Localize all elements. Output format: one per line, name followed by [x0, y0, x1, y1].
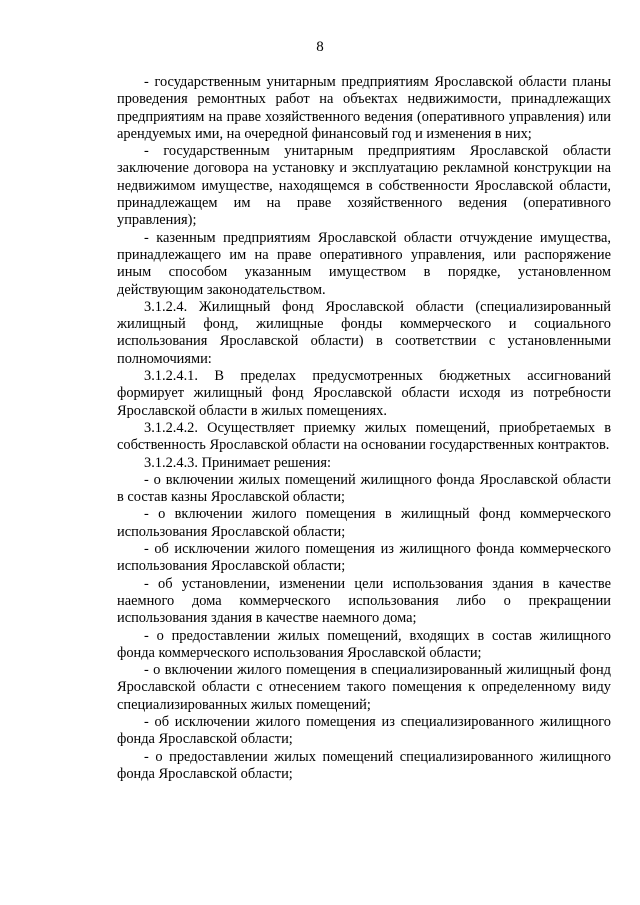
paragraph: - об исключении жилого помещения из специализированного жилищного фонда Ярославской области;	[117, 713, 611, 748]
paragraph: - о включении жилого помещения в жилищный фонд коммерческого использования Ярославской области;	[117, 506, 611, 540]
paragraph: 3.1.2.4.3. Принимает решения:	[144, 454, 331, 471]
paragraph: - о включении жилого помещения в специализированный жилищный фонд Ярославской области с отнесением такого помещения к определенному виду специализированных жилых помещений;	[117, 662, 611, 713]
paragraph: - об исключении жилого помещения из жилищного фонда коммерческого использования Ярославской области;	[117, 541, 611, 575]
paragraph: - об установлении, изменении цели использования здания в качестве наемного дома коммерческого использования либо о прекращении использования здания в качестве наемного дома;	[117, 575, 611, 627]
paragraph: - казенным предприятиям Ярославской области отчуждение имущества, принадлежащего им на праве оперативного управления, или распоряжение иным способом указанным имуществом в порядке, установленном действующим законодательством.	[117, 229, 611, 298]
paragraph: 3.1.2.4. Жилищный фонд Ярославской области (специализированный жилищный фонд, жилищные фонды коммерческого и социального использования Ярославской области) в соответствии с установленными полномочиями:	[117, 298, 611, 367]
page-number: 8	[316, 39, 324, 55]
paragraph: - государственным унитарным предприятиям Ярославской области заключение договора на установку и эксплуатацию рекламной конструкции на недвижимом имуществе, находящемся в собственности Ярославской области, принадлежащем им на праве хозяйственного ведения (оперативного управления);	[117, 143, 611, 229]
paragraph: - о предоставлении жилых помещений, входящих в состав жилищного фонда коммерческого использования Ярославской области;	[117, 627, 611, 661]
paragraph: 3.1.2.4.1. В пределах предусмотренных бюджетных ассигнований формирует жилищный фонд Ярославской области исходя из потребности Ярославской области в жилых помещениях.	[117, 368, 611, 419]
document-body	[117, 74, 611, 783]
paragraph: - о предоставлении жилых помещений специализированного жилищного фонда Ярославской области;	[117, 748, 611, 782]
paragraph: - о включении жилых помещений жилищного фонда Ярославской области в состав казны Ярославской области;	[117, 471, 611, 506]
paragraph: 3.1.2.4.2. Осуществляет приемку жилых помещений, приобретаемых в собственность Ярославской области на основании государственных контрактов.	[117, 419, 611, 454]
paragraph: - государственным унитарным предприятиям Ярославской области планы проведения ремонтных работ на объектах недвижимости, принадлежащих предприятиям на праве хозяйственного ведения (оперативного управления) или арендуемых ими, на очередной финансовый год и изменения в них;	[117, 74, 611, 142]
